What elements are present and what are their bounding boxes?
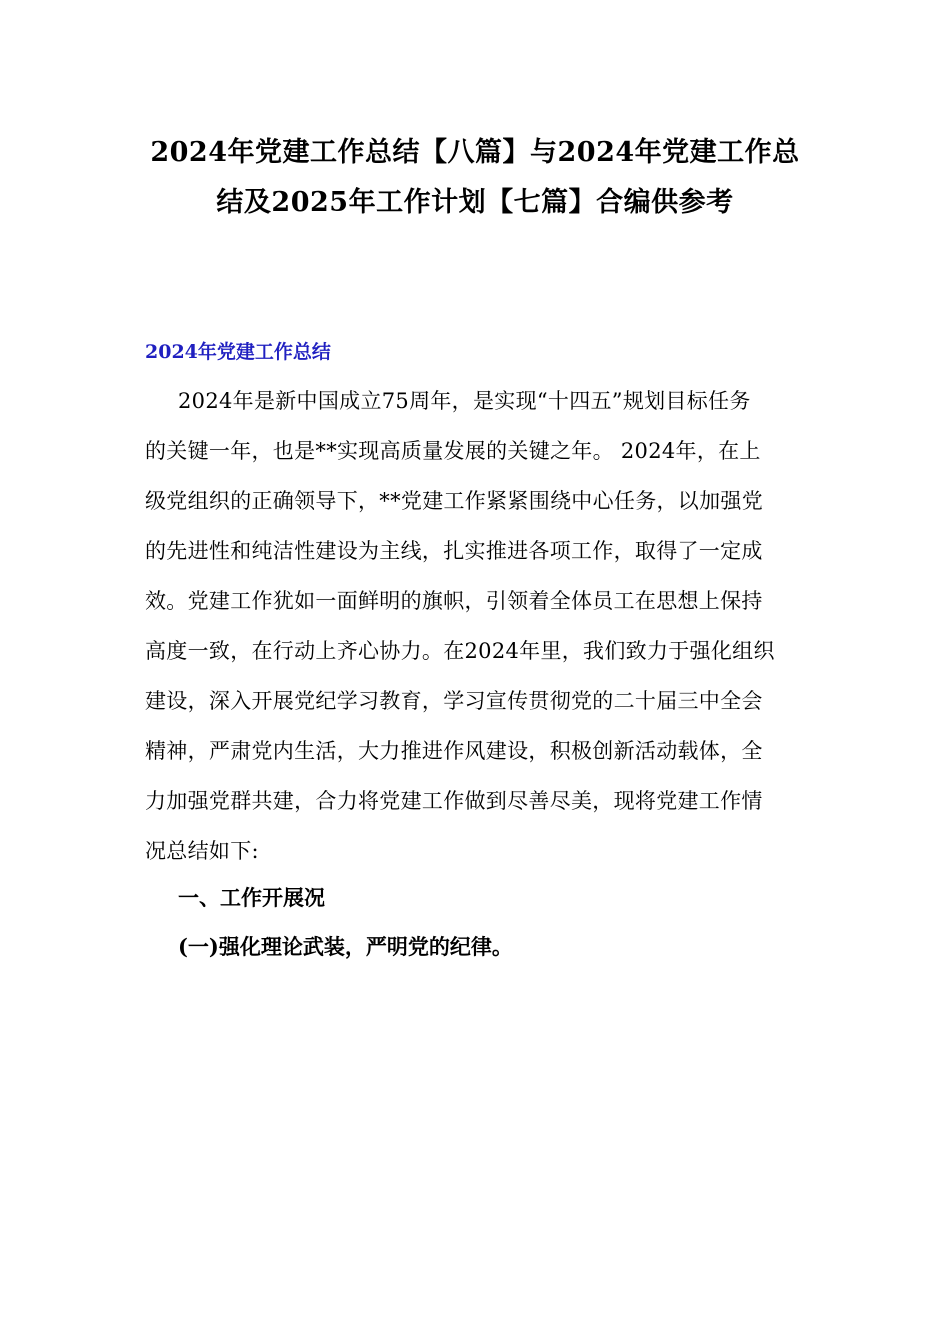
body-line: 建设，深入开展党纪学习教育，学习宣传贯彻党的二十届三中全会 bbox=[145, 689, 763, 713]
body-line: 精神，严肃党内生活，大力推进作风建设，积极创新活动载体，全 bbox=[145, 739, 763, 763]
body-line: 级党组织的正确领导下，**党建工作紧紧围绕中心任务，以加强党 bbox=[145, 489, 763, 513]
body-line: 的先进性和纯洁性建设为主线，扎实推进各项工作，取得了一定成 bbox=[145, 539, 763, 563]
document-title-line: 2024年党建工作总结【八篇】与2024年党建工作总 bbox=[150, 137, 800, 168]
body-line: 力加强党群共建，合力将党建工作做到尽善尽美，现将党建工作情 bbox=[145, 789, 763, 813]
body-line: 的关键一年，也是**实现高质量发展的关键之年。 2024年，在上 bbox=[145, 439, 761, 463]
body-line: 效。党建工作犹如一面鲜明的旗帜，引领着全体员工在思想上保持 bbox=[145, 589, 763, 613]
level1-heading: 一、工作开展况 bbox=[178, 885, 325, 910]
document-title-line: 结及2025年工作计划【七篇】合编供参考 bbox=[216, 187, 734, 218]
body-line: 况总结如下: bbox=[145, 839, 259, 863]
body-line: 高度一致，在行动上齐心协力。在2024年里，我们致力于强化组织 bbox=[145, 639, 775, 663]
level2-heading: (一)强化理论武装，严明党的纪律。 bbox=[178, 934, 513, 959]
document-title bbox=[140, 128, 810, 228]
body-line: 2024年是新中国成立75周年，是实现“十四五”规划目标任务 bbox=[178, 389, 751, 413]
section-heading: 2024年党建工作总结 bbox=[145, 341, 331, 363]
body-paragraph bbox=[145, 376, 805, 876]
